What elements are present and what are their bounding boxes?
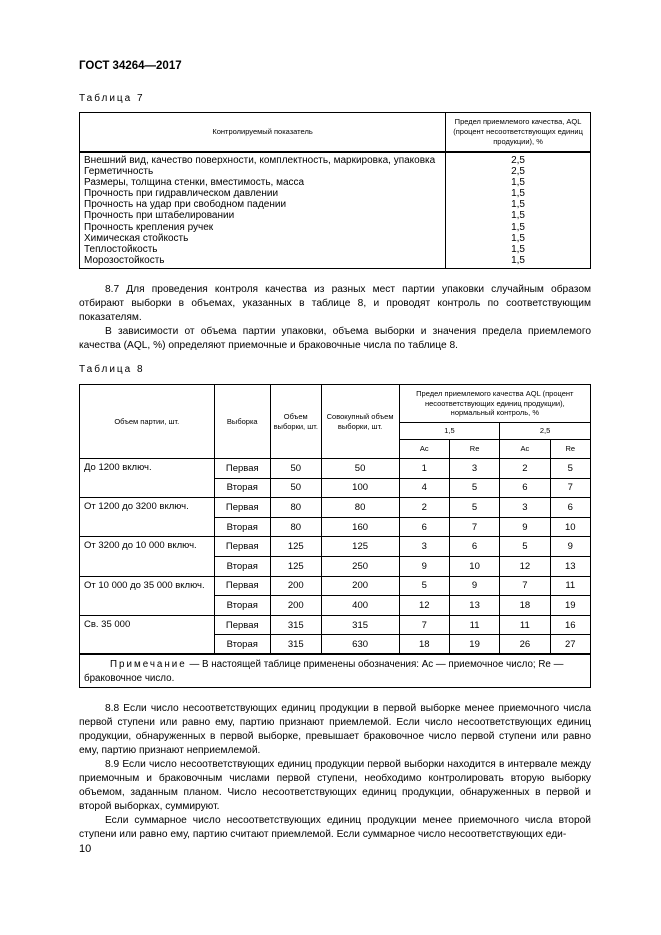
table8-re1-cell: 7 [449,517,499,537]
table8-header-sample: Выборка [214,385,270,459]
table7-row-value: 1,5 [511,221,525,233]
table7-row-name: Прочность крепления ручек [84,221,214,233]
table8-lot-cell: До 1200 включ. [80,459,215,498]
table7-caption: Таблица 7 [79,93,145,104]
table7-row-name: Размеры, толщина стенки, вместимость, масса [84,177,305,189]
table8-header-ac1: Ac [399,440,449,459]
table8-size-cell: 80 [270,498,321,518]
paragraph-8-7-text2: В зависимости от объема партии упаковки, объема выборки и значения предела приемлемого качества (AQL, %) определяют приемочные и браковочные числа по таблице 8. [79,326,591,351]
table8-header-aql-2-5: 2,5 [500,423,591,440]
table8-lot-cell: От 10 000 до 35 000 включ. [80,576,215,615]
table-row [80,576,591,596]
table7-row-value: 1,5 [511,243,525,255]
table8-cum-cell: 160 [321,517,399,537]
table7-row-name: Химическая стойкость [84,232,189,244]
table7-values-cell [446,152,591,268]
paragraph-8-8 [79,702,591,842]
table8-re2-cell: 16 [550,615,591,635]
table8-sample-cell: Первая [214,459,270,479]
table8-cum-cell: 125 [321,537,399,557]
table8-sample-cell: Первая [214,576,270,596]
table8-cum-cell: 400 [321,596,399,616]
table8-header-re1: Re [449,440,499,459]
table8-size-cell: 315 [270,635,321,655]
table8-sample-cell: Первая [214,537,270,557]
table8-ac2-cell: 2 [500,459,550,479]
table8-ac1-cell: 3 [399,537,449,557]
table8-ac2-cell: 3 [500,498,550,518]
table8-re2-cell: 10 [550,517,591,537]
table8-header-aql-1-5: 1,5 [399,423,500,440]
table8-re2-cell: 13 [550,556,591,576]
table8-re1-cell: 11 [449,615,499,635]
table8-re2-cell: 19 [550,596,591,616]
table8-size-cell: 200 [270,576,321,596]
table-7 [79,112,591,269]
table7-row-value: 2,5 [511,155,525,166]
table8-sample-cell: Вторая [214,596,270,616]
page-number: 10 [79,843,92,855]
table8-re2-cell: 5 [550,459,591,479]
table8-ac2-cell: 26 [500,635,550,655]
table8-re1-cell: 13 [449,596,499,616]
table8-header-ac2: Ac [500,440,550,459]
table8-caption: Таблица 8 [79,364,145,375]
table8-note-text: — В настоящей таблице применены обозначения: Ac — приемочное число; Re — браковочное число. [84,659,564,684]
table8-sample-cell: Первая [214,498,270,518]
table7-row-value: 2,5 [511,166,525,178]
table8-size-cell: 315 [270,615,321,635]
table-row [80,537,591,557]
table8-ac2-cell: 6 [500,478,550,498]
table7-row-name: Теплостойкость [84,243,158,255]
table8-sample-cell: Первая [214,615,270,635]
table7-names-cell [80,152,446,268]
table8-ac1-cell: 7 [399,615,449,635]
table8-re1-cell: 6 [449,537,499,557]
table7-col2-header: Предел приемлемого качества, AQL (процент несоответствующих единиц продукции), % [446,113,591,153]
table8-ac2-cell: 11 [500,615,550,635]
table8-lot-cell: От 3200 до 10 000 включ. [80,537,215,576]
table-8 [79,384,591,688]
table7-row-name: Прочность при штабелировании [84,210,235,222]
table8-sample-cell: Вторая [214,517,270,537]
table8-re1-cell: 5 [449,498,499,518]
table7-row-value: 1,5 [511,177,525,189]
table8-sample-cell: Вторая [214,556,270,576]
table8-cum-cell: 250 [321,556,399,576]
table-row [80,615,591,635]
table8-lot-cell: Св. 35 000 [80,615,215,654]
table8-size-cell: 50 [270,478,321,498]
table7-row-name: Герметичность [84,166,154,178]
table8-ac2-cell: 7 [500,576,550,596]
table8-ac1-cell: 2 [399,498,449,518]
table8-cum-cell: 100 [321,478,399,498]
table8-header-cumulative: Совокупный объем выборки, шт. [321,385,399,459]
table8-ac2-cell: 12 [500,556,550,576]
table7-row-value: 1,5 [511,210,525,222]
table8-header-sample-size: Объем выборки, шт. [270,385,321,459]
table8-re1-cell: 10 [449,556,499,576]
table8-ac1-cell: 12 [399,596,449,616]
table8-re2-cell: 7 [550,478,591,498]
table8-ac2-cell: 9 [500,517,550,537]
table7-col1-header: Контролируемый показатель [80,113,446,153]
table8-size-cell: 80 [270,517,321,537]
table8-re1-cell: 5 [449,478,499,498]
table7-row-value: 1,5 [511,254,525,266]
table8-cum-cell: 80 [321,498,399,518]
table8-sample-cell: Вторая [214,635,270,655]
table8-header-aql: Предел приемлемого качества AQL (процент несоответствующих единиц продукции), нормальный контроль, % [399,385,590,423]
table8-cum-cell: 315 [321,615,399,635]
table7-row-name: Прочность на удар при свободном падении [84,199,287,211]
table7-row-value: 1,5 [511,188,525,200]
paragraph-8-8-text: 8.8 Если число несоответствующих единиц продукции в первой выборке менее приемочного числа первой ступени или равно ему, партию признают приемлемой. Если число несоответствующих единиц продукции, обнаруженных в первой выборке, превышает браковочное число первой ступени или равно ему, партию признают неприемлемой. [79,703,591,756]
table8-size-cell: 50 [270,459,321,479]
table8-ac1-cell: 18 [399,635,449,655]
paragraph-8-7 [79,283,591,353]
table7-row-name: Прочность при гидравлическом давлении [84,188,279,200]
table8-re1-cell: 19 [449,635,499,655]
table8-ac1-cell: 9 [399,556,449,576]
table8-re2-cell: 6 [550,498,591,518]
table8-size-cell: 125 [270,537,321,557]
table8-re1-cell: 3 [449,459,499,479]
table8-note [80,654,591,688]
table8-cum-cell: 50 [321,459,399,479]
table-row [80,498,591,518]
table8-note-label: Примечание [110,659,187,671]
table7-row-value: 1,5 [511,232,525,244]
table8-ac1-cell: 6 [399,517,449,537]
table8-re1-cell: 9 [449,576,499,596]
table8-lot-cell: От 1200 до 3200 включ. [80,498,215,537]
table8-re2-cell: 27 [550,635,591,655]
document-header: ГОСТ 34264—2017 [79,60,182,72]
table8-ac1-cell: 5 [399,576,449,596]
table8-re2-cell: 11 [550,576,591,596]
table8-size-cell: 125 [270,556,321,576]
table8-ac2-cell: 18 [500,596,550,616]
paragraph-8-7-text: 8.7 Для проведения контроля качества из разных мест партии упаковки случайным образом отбирают выборки в объемах, указанных в таблице 8, и проводят контроль по соответствующим показателям. [79,284,591,323]
table8-cum-cell: 200 [321,576,399,596]
table8-re2-cell: 9 [550,537,591,557]
table8-size-cell: 200 [270,596,321,616]
table8-sample-cell: Вторая [214,478,270,498]
table8-header-re2: Re [550,440,591,459]
table7-row-name: Внешний вид, качество поверхности, комплектность, маркировка, упаковка [84,155,436,166]
paragraph-continuation-text: Если суммарное число несоответствующих единиц продукции менее приемочного числа второй ступени или равно ему, партию считают приемлемой. Если суммарное число несоответствующих еди- [79,815,591,840]
table8-ac1-cell: 1 [399,459,449,479]
table8-header-lot: Объем партии, шт. [80,385,215,459]
table-row [80,459,591,479]
table7-row-name: Морозостойкость [84,254,165,266]
table8-ac2-cell: 5 [500,537,550,557]
table8-cum-cell: 630 [321,635,399,655]
table8-ac1-cell: 4 [399,478,449,498]
paragraph-8-9-text: 8.9 Если число несоответствующих единиц продукции первой выборки находится в интервале между приемочным и браковочным числами первой ступени, необходимо контролировать вторую выборку объемом, заданным планом. Число несоответствующих единиц продукции, обнаруженных в первой и второй выборках, суммируют. [79,759,591,812]
table7-row-value: 1,5 [511,199,525,211]
